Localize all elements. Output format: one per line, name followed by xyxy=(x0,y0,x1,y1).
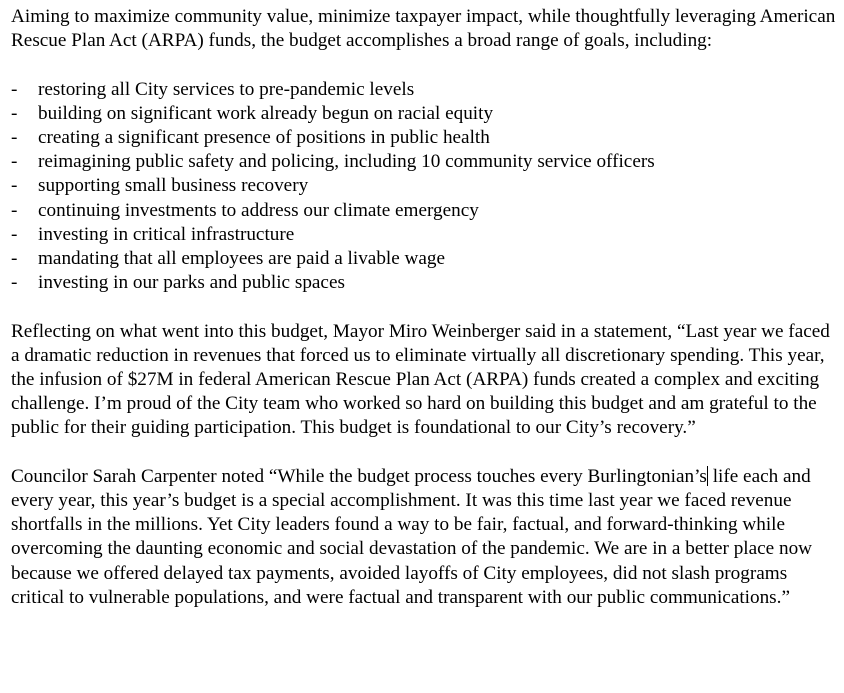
councilor-quote-end: life each and every year, this year’s budget is a special accomplishment. It was this time last year we faced revenue shortfalls in the millions. Yet City leaders found a way to be fair, factual, and forward-thinking while overcoming the daunting economic and social devastation of the pandemic. We are in a better place now because we offered delayed tax payments, avoided layoffs of City employees, did not slash programs critical to vulnerable populations, and were factual and transparent with our public communications.” xyxy=(11,465,813,608)
intro-paragraph: Aiming to maximize community value, minimize taxpayer impact, while thoughtfully leveraging American Rescue Plan Act (ARPA) funds, the budget accomplishes a broad range of goals, including: xyxy=(11,6,836,52)
councilor-quote-paragraph xyxy=(11,465,839,610)
goals-list xyxy=(11,78,839,296)
bullet-dash: - xyxy=(11,199,18,221)
goal-item xyxy=(11,174,839,198)
goal-text: supporting small business recovery xyxy=(38,175,309,197)
goal-item xyxy=(11,271,839,295)
mayor-quote-paragraph: Reflecting on what went into this budget, Mayor Miro Weinberger said in a statement, “Last year we faced a dramatic reduction in revenues that forced us to eliminate virtually all discretionary spending. This year, the infusion of $27M in federal American Rescue Plan Act (ARPA) funds created a complex and exciting challenge. I’m proud of the City team who worked so hard on building this budget and am grateful to the public for their guiding participation. This budget is foundational to our City’s recovery.” xyxy=(11,320,830,439)
paragraph-spacer xyxy=(11,441,839,465)
bullet-dash: - xyxy=(11,223,18,245)
goal-item xyxy=(11,150,839,174)
bullet-dash: - xyxy=(11,248,18,270)
councilor-quote-start: Councilor Sarah Carpenter noted “While the budget process touches every Burlingtonian’s xyxy=(11,465,707,487)
bullet-dash: - xyxy=(11,102,18,124)
goal-text: investing in our parks and public spaces xyxy=(38,272,345,294)
goal-item xyxy=(11,247,839,271)
bullet-dash: - xyxy=(11,175,18,197)
goal-text: mandating that all employees are paid a livable wage xyxy=(38,248,446,270)
paragraph-spacer xyxy=(11,53,839,77)
goal-text: continuing investments to address our climate emergency xyxy=(38,199,479,221)
paragraph-spacer xyxy=(11,295,839,319)
goal-text: reimagining public safety and policing, including 10 community service officers xyxy=(38,151,655,173)
document-body[interactable] xyxy=(11,5,839,610)
goal-text: creating a significant presence of positions in public health xyxy=(38,127,490,148)
goal-item xyxy=(11,199,839,223)
bullet-dash: - xyxy=(11,127,18,148)
goal-text: building on significant work already begun on racial equity xyxy=(38,102,494,124)
goal-text: investing in critical infrastructure xyxy=(38,223,295,245)
goal-text: restoring all City services to pre-pandemic levels xyxy=(38,78,415,100)
goal-item xyxy=(11,102,839,126)
bullet-dash: - xyxy=(11,272,18,294)
goal-item xyxy=(11,126,839,150)
bullet-dash: - xyxy=(11,78,18,100)
goal-item xyxy=(11,223,839,247)
bullet-dash: - xyxy=(11,151,18,173)
goal-item xyxy=(11,78,839,102)
